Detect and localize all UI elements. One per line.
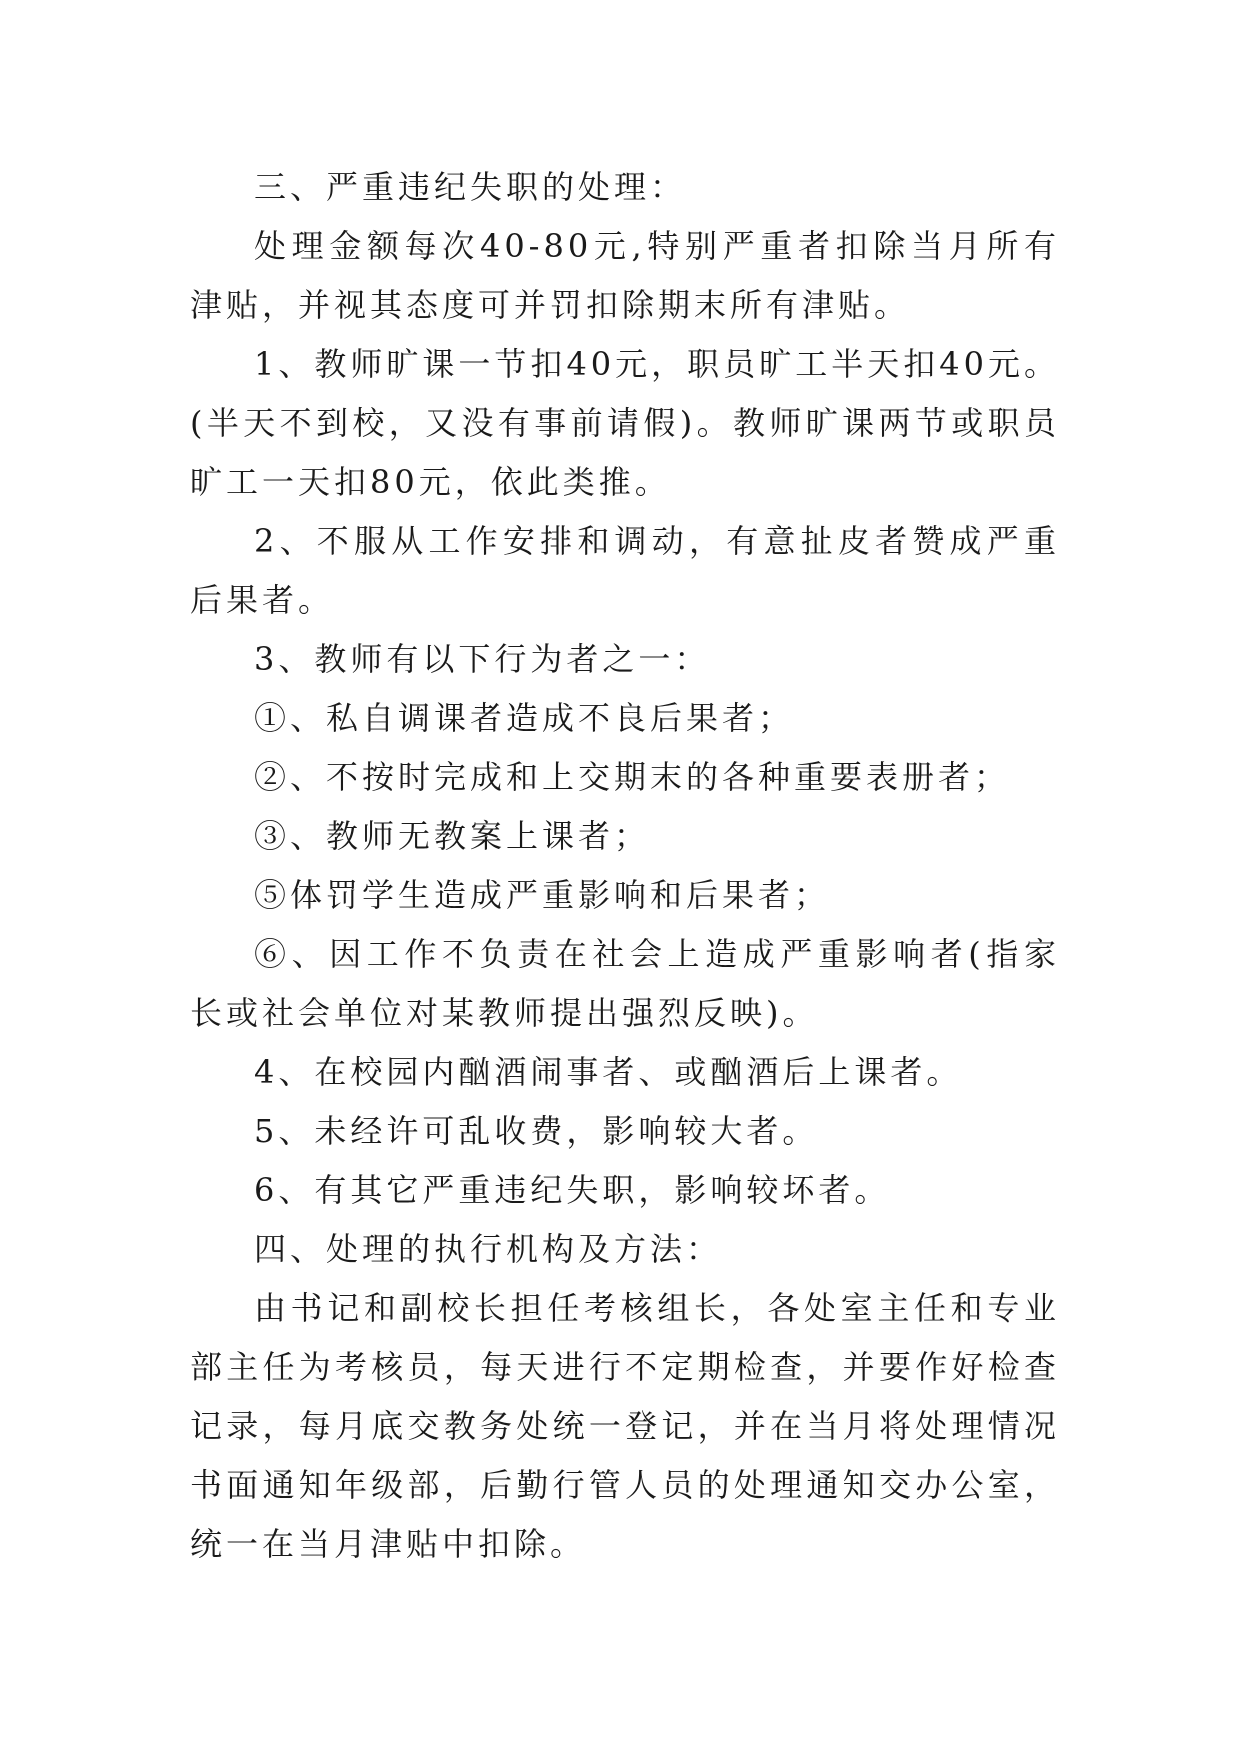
sub-list-item: ⑥、因工作不负责在社会上造成严重影响者(指家长或社会单位对某教师提出强烈反映)。 — [190, 935, 1060, 1032]
sub-list-item: ②、不按时完成和上交期末的各种重要表册者； — [254, 758, 1011, 796]
paragraph: 处理金额每次40-80元,特别严重者扣除当月所有津贴，并视其态度可并罚扣除期末所有津贴。 — [190, 227, 1060, 324]
list-item: 6、有其它严重违纪失职，影响较坏者。 — [254, 1171, 891, 1209]
sub-list-item: ③、教师无教案上课者； — [254, 817, 651, 855]
list-item: 3、教师有以下行为者之一： — [254, 640, 711, 678]
sub-list-item: ①、私自调课者造成不良后果者； — [254, 699, 795, 737]
sub-list-item: ⑤体罚学生造成严重影响和后果者； — [254, 876, 831, 914]
section-heading-4: 四、处理的执行机构及方法： — [254, 1230, 723, 1268]
list-item: 4、在校园内酗酒闹事者、或酗酒后上课者。 — [254, 1053, 963, 1091]
list-item: 1、教师旷课一节扣40元，职员旷工半天扣40元。(半天不到校，又没有事前请假)。教师旷课两节或职员旷工一天扣80元，依此类推。 — [190, 345, 1060, 501]
paragraph: 由书记和副校长担任考核组长，各处室主任和专业部主任为考核员，每天进行不定期检查，并要作好检查记录，每月底交教务处统一登记，并在当月将处理情况书面通知年级部，后勤行管人员的处理通知交办公室，统一在当月津贴中扣除。 — [190, 1289, 1060, 1563]
list-item: 5、未经许可乱收费，影响较大者。 — [254, 1112, 819, 1150]
list-item: 2、不服从工作安排和调动，有意扯皮者赞成严重后果者。 — [190, 522, 1060, 619]
section-heading-3: 三、严重违纪失职的处理： — [254, 168, 687, 206]
document-body — [190, 158, 1060, 1574]
